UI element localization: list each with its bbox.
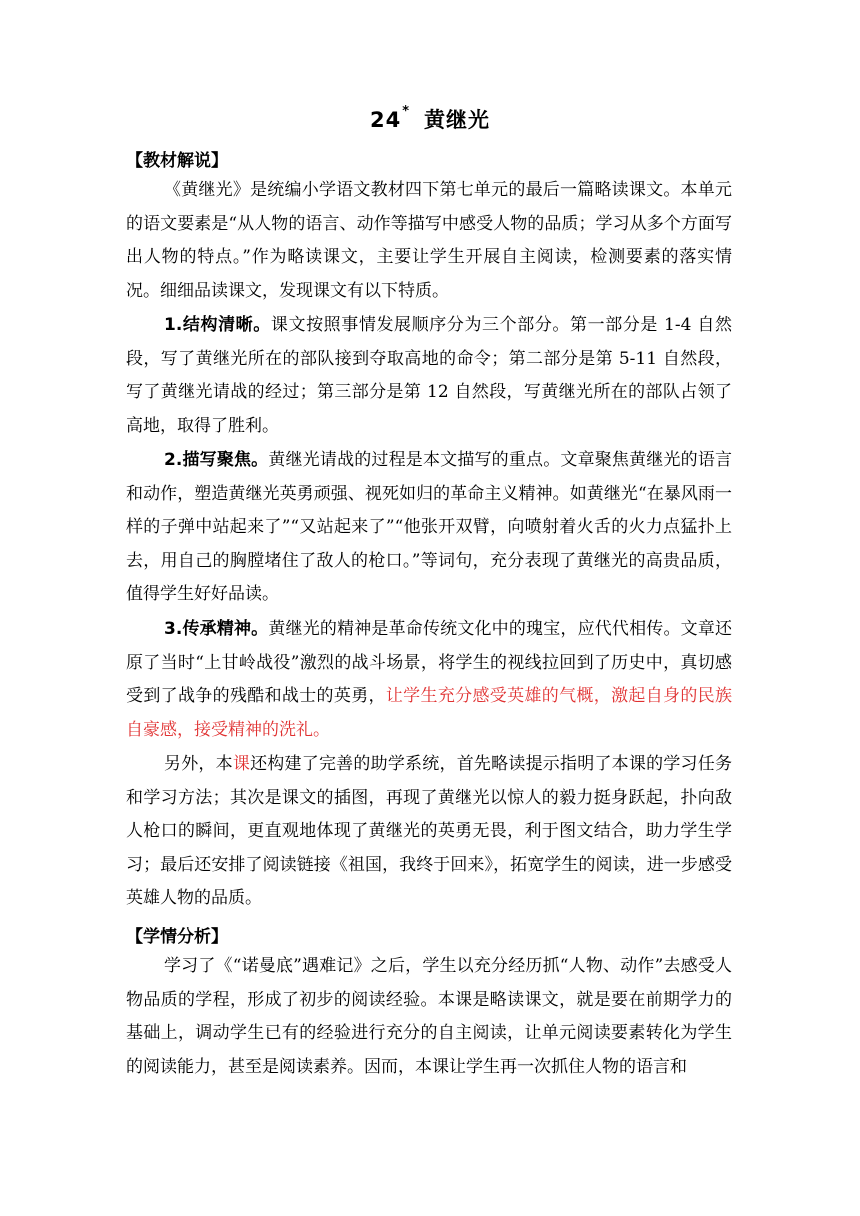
p5-highlight: 课 (232, 754, 251, 774)
point-1-text: 课文按照事情发展顺序分为三个部分。第一部分是 1-4 自然段，写了黄继光所在的部队接到夺取高地的命令；第二部分是第 5-11 自然段，写了黄继光请战的经过；第三部分是第 12 自然段，写黄继光所在的部队占领了高地，取得了胜利。 (126, 315, 732, 436)
paragraph-structure (126, 309, 732, 443)
point-3-lead: 3.传承精神。 (164, 619, 269, 639)
paragraph-learning-system (126, 748, 732, 916)
section-heading-textbook-analysis: 【教材解说】 (126, 151, 228, 171)
section-heading-student-analysis: 【学情分析】 (126, 927, 228, 947)
lesson-title (0, 104, 860, 134)
paragraph-description-focus (126, 444, 732, 612)
point-3-highlight: 让学生充分感受英雄的气概，激起自身的民族自豪感，接受精神的洗礼。 (126, 686, 733, 740)
point-2-text: 黄继光请战的过程是本文描写的重点。文章聚焦黄继光的语言和动作，塑造黄继光英勇顽强、视死如归的革命主义精神。如黄继光“在暴风雨一样的子弹中站起来了”“又站起来了”“他张开双臂，向喷射着火舌的火力点猛扑上去，用自己的胸膛堵住了敌人的枪口。”等词句，充分表现了黄继光的高贵品质，值得学生好好品读。 (126, 450, 732, 605)
point-2-lead: 2.描写聚焦。 (164, 450, 269, 470)
paragraph-intro: 《黄继光》是统编小学语文教材四下第七单元的最后一篇略读课文。本单元的语文要素是“从人物的语言、动作等描写中感受人物的品质；学习从多个方面写出人物的特点。”作为略读课文，主要让学生开展自主阅读，检测要素的落实情况。细细品读课文，发现课文有以下特质。 (126, 180, 732, 301)
paragraph-student-analysis: 学习了《“诺曼底”遇难记》之后，学生以充分经历抓“人物、动作”去感受人物品质的学程，形成了初步的阅读经验。本课是略读课文，就是要在前期学力的基础上，调动学生已有的经验进行充分的自主阅读，让单元阅读要素转化为学生的阅读能力，甚至是阅读素养。因而，本课让学生再一次抓住人物的语言和 (126, 956, 732, 1077)
lesson-name: 黄继光 (424, 108, 491, 132)
p5-before: 另外，本 (164, 754, 233, 774)
paragraph-inherit-spirit (126, 613, 732, 747)
point-1-lead: 1.结构清晰。 (164, 315, 271, 335)
lesson-number: 24 (369, 108, 402, 132)
optional-reading-star: * (402, 104, 411, 119)
p5-after: 还构建了完善的助学系统，首先略读提示指明了本课的学习任务和学习方法；其次是课文的插图，再现了黄继光以惊人的毅力挺身跃起，扑向敌人枪口的瞬间，更直观地体现了黄继光的英勇无畏，利于图文结合，助力学生学习；最后还安排了阅读链接《祖国，我终于回来》，拓宽学生的阅读，进一步感受英雄人物的品质。 (126, 754, 732, 909)
point-3-text: 黄继光的精神是革命传统文化中的瑰宝，应代代相传。文章还原了当时“上甘岭战役”激烈的战斗场景，将学生的视线拉回到了历史中，真切感受到了战争的残酷和战士的英勇， (126, 619, 732, 707)
